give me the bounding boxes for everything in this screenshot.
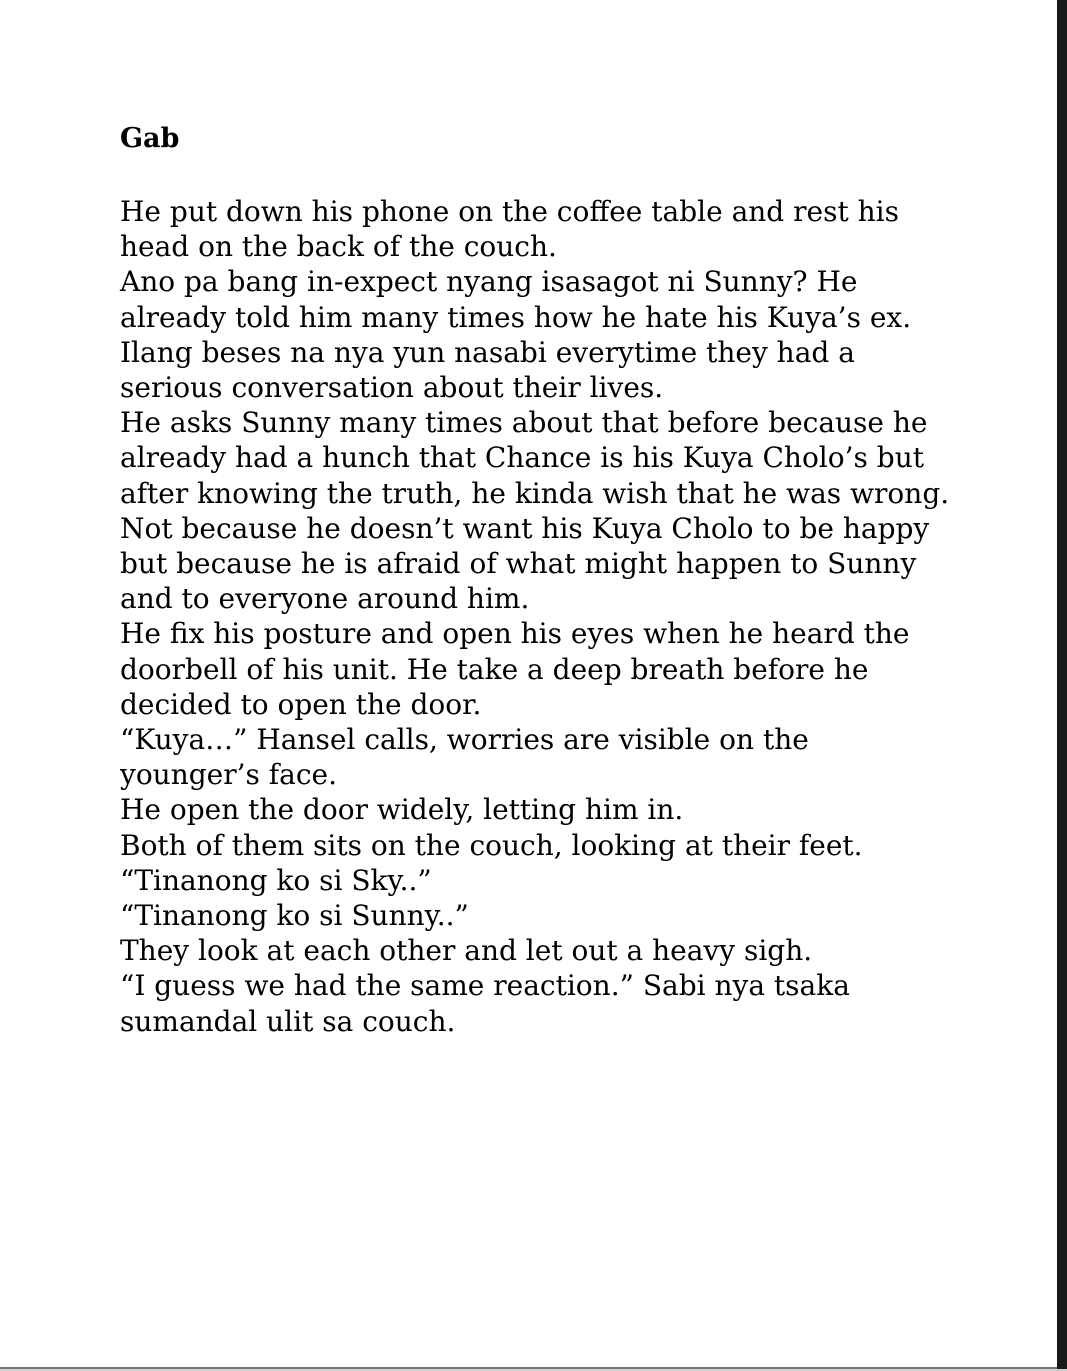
paragraph: They look at each other and let out a heavy sigh.: [120, 934, 813, 968]
paragraph: Both of them sits on the couch, looking at their feet.: [120, 828, 863, 862]
paragraph: “Kuya…” Hansel calls, worries are visible on the younger’s face.: [120, 723, 809, 792]
page-edge-shadow: [1057, 0, 1067, 1371]
paragraph: “Tinanong ko si Sunny..”: [120, 899, 469, 933]
paragraph: Not because he doesn’t want his Kuya Cholo to be happy but because he is afraid of what might happen to Sunny and to everyone around him.: [120, 511, 930, 616]
paragraph: He put down his phone on the coffee table and rest his head on the back of the couch.: [120, 195, 899, 264]
paragraph: He asks Sunny many times about that before because he already had a hunch that Chance is his Kuya Cholo’s but after knowing the truth, he kinda wish that he was wrong.: [120, 406, 950, 510]
paragraph: “I guess we had the same reaction.” Sabi nya tsaka sumandal ulit sa couch.: [120, 969, 850, 1038]
paragraph: “Tinanong ko si Sky..”: [120, 863, 432, 897]
paragraph: Ilang beses na nya yun nasabi everytime they had a serious conversation about their lives.: [120, 335, 855, 405]
chapter-title: Gab: [120, 123, 180, 154]
paragraph: Ano pa bang in-expect nyang isasagot ni Sunny? He already told him many times how he hate his Kuya’s ex.: [120, 265, 912, 334]
paragraph: He fix his posture and open his eyes when he heard the doorbell of his unit. He take a deep breath before he decided to open the door.: [120, 617, 910, 721]
paragraph: He open the door widely, letting him in.: [120, 793, 684, 827]
chapter-body: [120, 194, 950, 1039]
